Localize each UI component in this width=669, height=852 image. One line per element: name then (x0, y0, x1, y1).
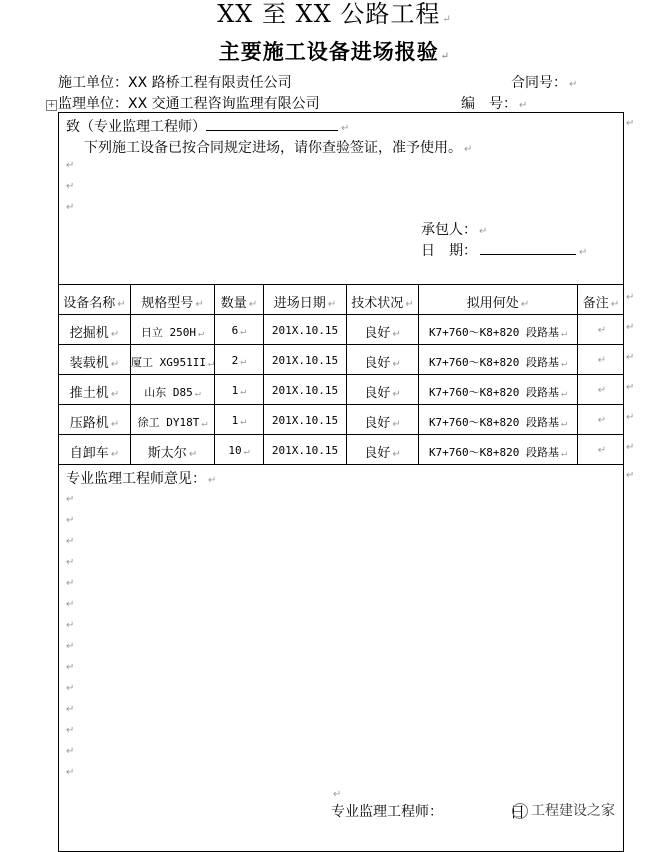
contract-no: 合同号： ↵ (511, 75, 578, 91)
table-cell: 10 ↵ (228, 444, 250, 457)
table-cell: 压路机 ↵ (69, 416, 120, 431)
col-header-remark: 备注 ↵ (582, 296, 620, 311)
watermark: 工程建设之家 (512, 800, 615, 820)
table-cell: 徐工 DY18T ↵ (137, 416, 208, 429)
table-cell: 201X.10.15 (271, 414, 339, 427)
table-cell: 良好 ↵ (364, 386, 401, 401)
col-header-qty: 数量 ↵ (220, 296, 258, 311)
col-header-date: 进场日期 ↵ (273, 296, 337, 311)
table-cell: 201X.10.15 (271, 384, 339, 397)
contractor-label: 施工单位： (58, 75, 128, 91)
table-cell: 挖掘机 ↵ (69, 326, 120, 341)
col-header-model: 规格型号 ↵ (141, 296, 204, 311)
table-cell: K7+760～K8+820 段路基 ↵ (428, 326, 568, 339)
opinion-label: 专业监理工程师意见： ↵ (66, 471, 217, 487)
letter-body: 下列施工设备已按合同规定进场，请你查验签证，准予使用。 ↵ (84, 140, 473, 156)
table-cell: 1 ↵ (231, 414, 247, 427)
table-cell: 201X.10.15 (271, 444, 339, 457)
letter-to: 致（专业监理工程师） (66, 119, 206, 135)
table-cell: ↵ (597, 445, 607, 456)
table-bottom-line (58, 464, 624, 465)
table-cell: K7+760～K8+820 段路基 ↵ (428, 446, 568, 459)
supervisor-value: XX 交通工程咨询监理有限公司 (128, 96, 320, 112)
table-top-line (58, 284, 624, 285)
opinion-date-fragment: 日 (510, 803, 526, 821)
table-cell: 良好 ↵ (364, 446, 401, 461)
col-header-location: 拟用何处 ↵ (466, 296, 530, 311)
table-cell: 装载机 ↵ (69, 356, 120, 371)
document-title: XX 至 XX 公路工程 ↵ (217, 0, 452, 28)
table-cell: 日立 250H ↵ (140, 326, 205, 339)
serial-no: 编 号： ↵ (461, 96, 528, 112)
table-cell: 斯太尔 ↵ (147, 446, 198, 461)
document-subtitle: 主要施工设备进场报验 ↵ (218, 39, 451, 64)
contractor-line (58, 72, 292, 92)
table-cell: K7+760～K8+820 段路基 ↵ (428, 386, 568, 399)
contractor-value: XX 路桥工程有限责任公司 (128, 75, 292, 91)
supervisor-label: 监理单位： (58, 96, 128, 112)
col-header-status: 技术状况 ↵ (351, 296, 414, 311)
table-cell: 良好 ↵ (364, 356, 401, 371)
table-cell: 自卸车 ↵ (69, 446, 120, 461)
letter-date: 日 期： (421, 243, 477, 259)
wechat-logo-icon (512, 803, 528, 819)
contractor-sign: 承包人： ↵ (421, 222, 488, 238)
table-cell: 推土机 ↵ (69, 386, 120, 401)
table-cell: ↵ (597, 385, 607, 396)
table-cell: 201X.10.15 (271, 324, 339, 337)
table-cell: ↵ (597, 415, 607, 426)
table-cell: 厦工 XG951II ↵ (131, 356, 215, 369)
table-cell: ↵ (597, 355, 607, 366)
table-cell: 1 ↵ (231, 384, 247, 397)
opinion-signature: 专业监理工程师： (331, 804, 443, 820)
table-cell: ↵ (597, 325, 607, 336)
table-cell: K7+760～K8+820 段路基 ↵ (428, 416, 568, 429)
col-header-name: 设备名称 ↵ (63, 296, 126, 311)
supervisor-line (58, 93, 320, 113)
table-cell: 201X.10.15 (271, 354, 339, 367)
table-cell: 良好 ↵ (364, 416, 401, 431)
table-cell: 2 ↵ (231, 354, 247, 367)
table-move-handle-icon[interactable]: + (47, 100, 56, 110)
date-blank[interactable] (480, 254, 576, 255)
table-cell: 6 ↵ (231, 324, 247, 337)
table-cell: 良好 ↵ (364, 326, 401, 341)
table-cell: 山东 D85 ↵ (144, 386, 201, 399)
table-cell: K7+760～K8+820 段路基 ↵ (428, 356, 568, 369)
engineer-name-blank[interactable] (206, 130, 338, 131)
